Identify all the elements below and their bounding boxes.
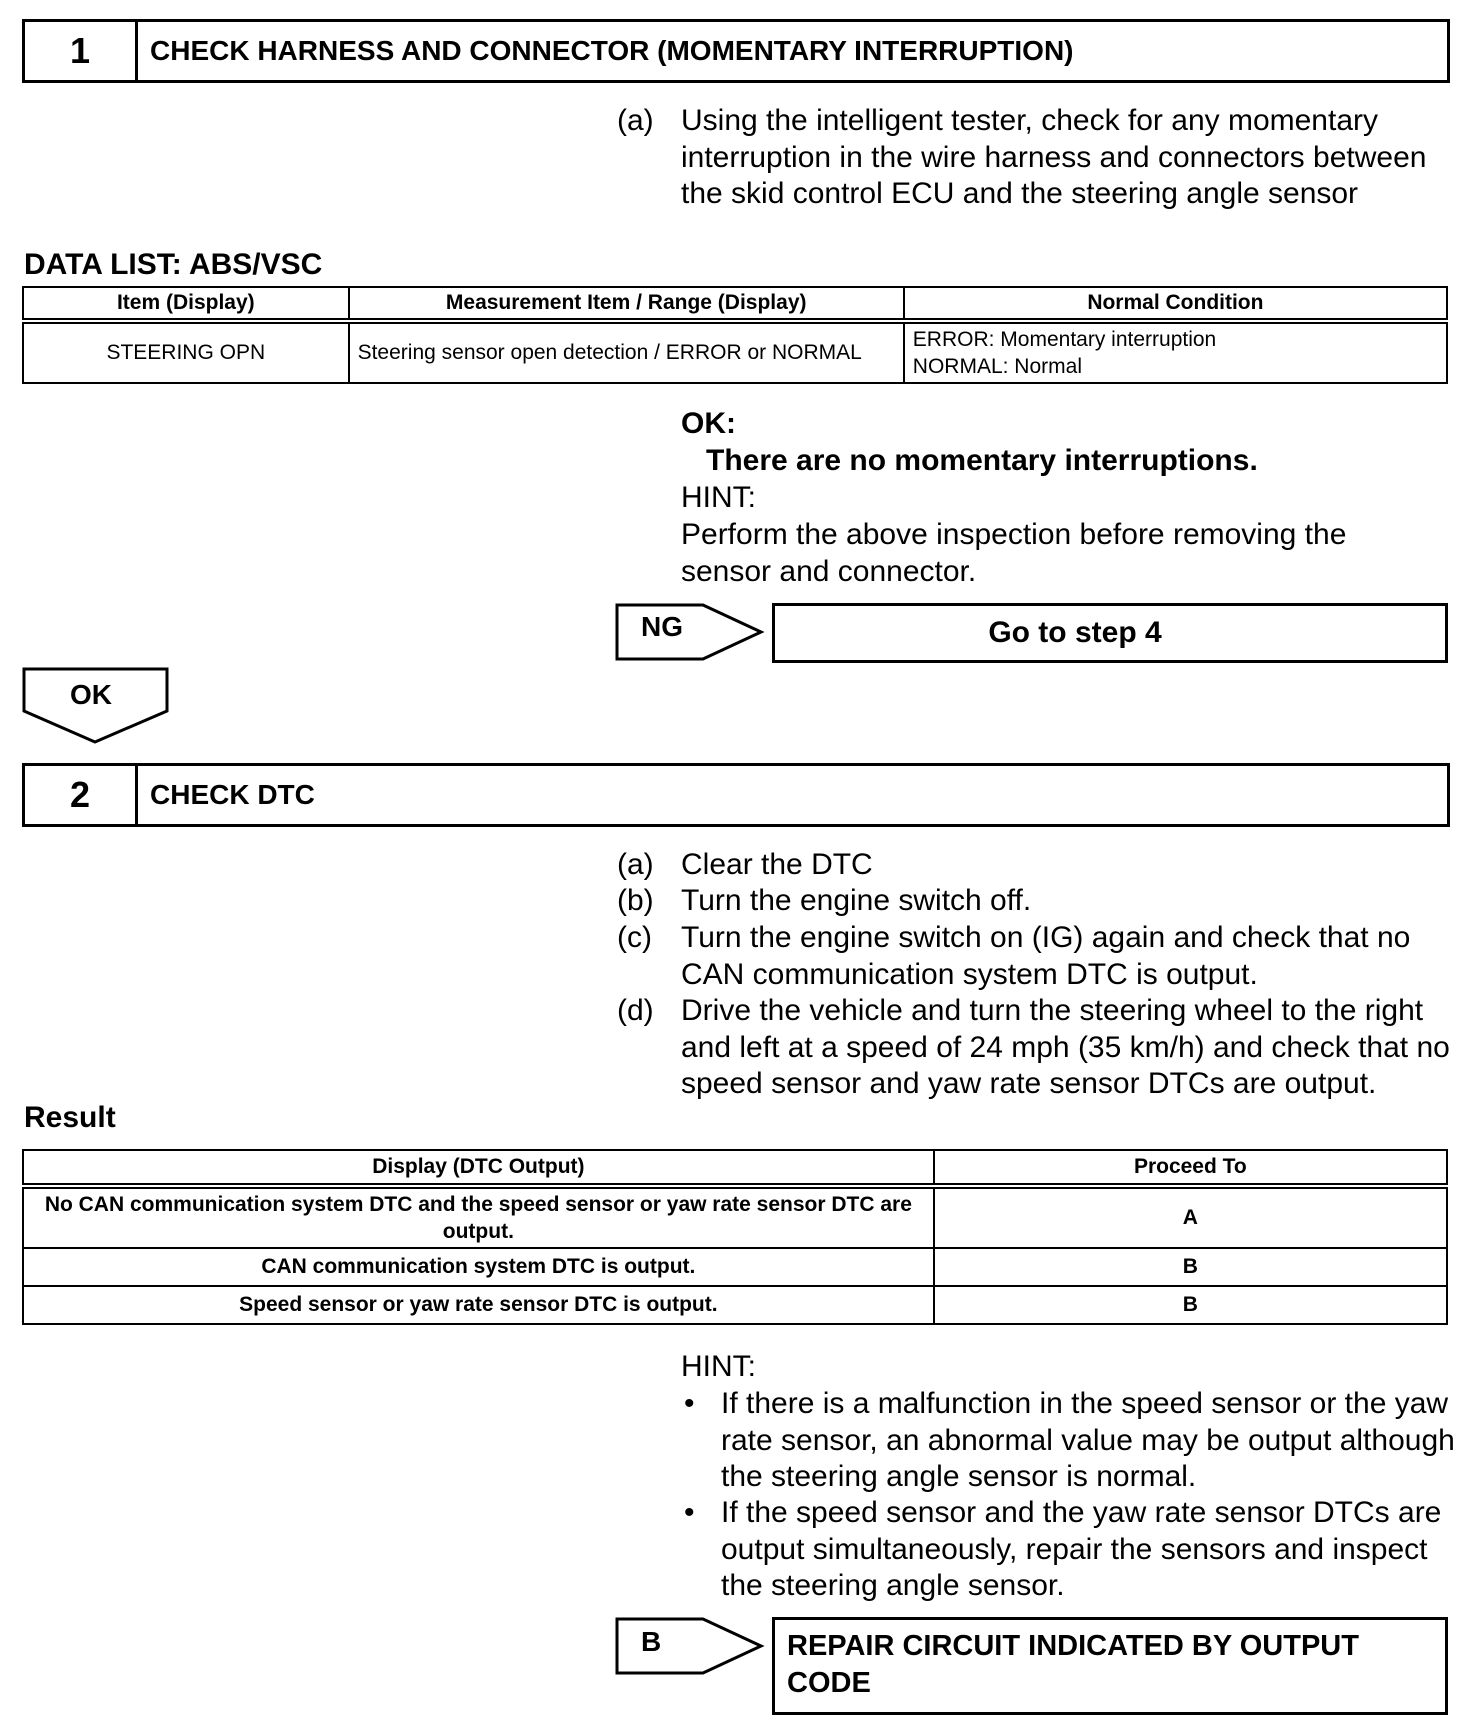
table-header: Display (DTC Output) [23, 1150, 934, 1186]
repair-circuit-link[interactable] [772, 1617, 1448, 1715]
ok-spec-text: There are no momentary interruptions. [706, 444, 1258, 477]
ng-target-text: Go to step 4 [988, 616, 1162, 649]
go-to-step-4-link[interactable] [772, 603, 1448, 663]
step-title: CHECK HARNESS AND CONNECTOR (MOMENTARY INTERRUPTION) [150, 35, 1074, 66]
data-list-table [22, 286, 1448, 384]
hint-label: HINT: [681, 1350, 756, 1383]
table-cell: Steering sensor open detection / ERROR or NORMAL [349, 321, 904, 383]
ng-arrow-icon [615, 603, 765, 661]
normal-condition-line: NORMAL: Normal [912, 355, 1082, 378]
instruction-text: Turn the engine switch on (IG) again and check that no CAN communication system DTC is output. [681, 921, 1411, 991]
table-cell: A [934, 1186, 1447, 1248]
table-row [23, 1248, 1447, 1286]
table-cell: STEERING OPN [23, 321, 349, 383]
table-header: Normal Condition [904, 287, 1447, 321]
step-2-header [22, 763, 1450, 827]
ok-spec-label: OK: [681, 407, 736, 440]
table-row [23, 321, 1447, 383]
result-title: Result [24, 1101, 116, 1134]
step-number: 2 [25, 766, 138, 824]
table-header: Item (Display) [23, 287, 349, 321]
table-row [23, 1286, 1447, 1324]
step-1-header [22, 19, 1450, 83]
table-row [23, 1186, 1447, 1248]
step-number: 1 [25, 22, 138, 80]
table-header: Measurement Item / Range (Display) [349, 287, 904, 321]
hint-item: If there is a malfunction in the speed sensor or the yaw rate sensor, an abnormal value may be output although the steering angle sensor is normal. [721, 1387, 1455, 1493]
step-title: CHECK DTC [150, 779, 315, 810]
table-cell: B [934, 1286, 1447, 1324]
instruction-text: Turn the engine switch off. [681, 884, 1032, 917]
data-list-title: DATA LIST: ABS/VSC [24, 248, 323, 281]
normal-condition-line: ERROR: Momentary interruption [912, 328, 1217, 351]
bullet: • [684, 1496, 695, 1529]
b-arrow-icon [615, 1617, 765, 1675]
instruction-text: Clear the DTC [681, 848, 873, 881]
instruction-label: (a) [617, 848, 654, 881]
table-cell [904, 321, 1447, 383]
bullet: • [684, 1387, 695, 1420]
instruction-text: Using the intelligent tester, check for any momentary interruption in the wire harness and connectors between the skid control ECU and the steering angle sensor [681, 104, 1427, 210]
instruction-text: Drive the vehicle and turn the steering wheel to the right and left at a speed of 24 mph (35 km/h) and check that no speed sensor and yaw rate sensor DTCs are output. [681, 994, 1450, 1100]
ng-label: NG [641, 611, 683, 642]
instruction-label: (a) [617, 104, 654, 137]
table-cell: CAN communication system DTC is output. [23, 1248, 934, 1286]
ok-flow-label: OK [70, 679, 112, 710]
hint-text: Perform the above inspection before removing the sensor and connector. [681, 518, 1347, 588]
table-cell: Speed sensor or yaw rate sensor DTC is output. [23, 1286, 934, 1324]
table-cell: B [934, 1248, 1447, 1286]
table-cell: No CAN communication system DTC and the speed sensor or yaw rate sensor DTC are output. [23, 1186, 934, 1248]
b-label: B [641, 1626, 662, 1657]
table-header: Proceed To [934, 1150, 1447, 1186]
instruction-label: (b) [617, 884, 654, 917]
instruction-label: (c) [617, 921, 652, 954]
b-target-text: REPAIR CIRCUIT INDICATED BY OUTPUT CODE [787, 1630, 1359, 1699]
result-table [22, 1149, 1448, 1325]
hint-label: HINT: [681, 481, 756, 514]
instruction-label: (d) [617, 994, 654, 1027]
hint-item: If the speed sensor and the yaw rate sensor DTCs are output simultaneously, repair the sensors and inspect the steering angle sensor. [721, 1496, 1442, 1602]
